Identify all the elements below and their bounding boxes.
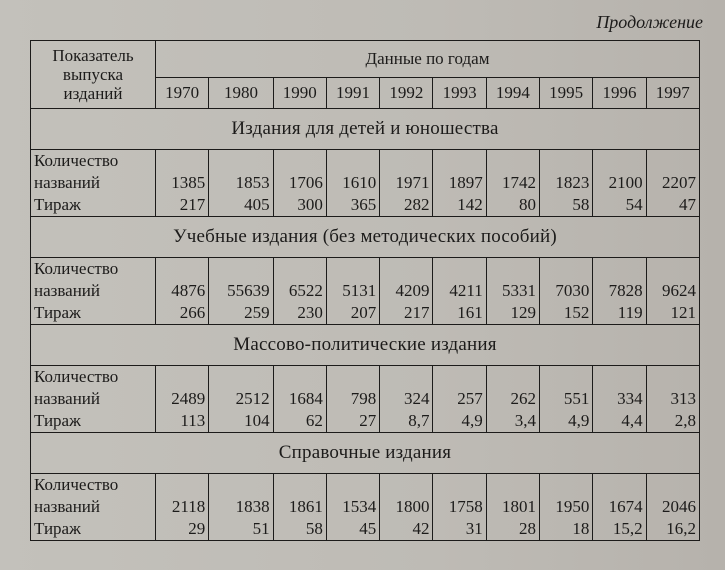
circulation-value: 29 — [188, 519, 206, 538]
circulation-value: 54 — [625, 195, 643, 214]
titles-count-value: 1706 — [288, 173, 323, 192]
titles-count-value: 4211 — [449, 281, 483, 300]
spacer — [212, 150, 269, 172]
titles-count-value: 1838 — [235, 497, 270, 516]
year-cell — [486, 150, 539, 217]
year-cell — [593, 150, 646, 217]
year-cell — [380, 150, 433, 217]
circulation-value: 300 — [297, 195, 323, 214]
titles-count-value: 1861 — [288, 497, 323, 516]
row-label-line: Количество — [34, 475, 119, 494]
data-by-years-header: Данные по годам — [156, 41, 700, 78]
section-title-row — [31, 217, 700, 258]
header-row — [31, 41, 700, 78]
circulation-value: 119 — [617, 303, 643, 322]
year-cell — [540, 474, 593, 541]
titles-count-value: 262 — [510, 389, 537, 408]
year-cell — [433, 258, 486, 325]
year-cell — [326, 150, 379, 217]
year-cell — [209, 366, 273, 433]
titles-count-value: 1800 — [395, 497, 430, 516]
circulation-value: 142 — [457, 195, 483, 214]
titles-count-value: 334 — [617, 389, 643, 408]
titles-count-value: 1823 — [555, 173, 590, 192]
titles-count-value: 2207 — [662, 173, 696, 192]
titles-count-value: 1897 — [448, 173, 483, 192]
year-cell — [646, 258, 699, 325]
circulation-value: 129 — [510, 303, 537, 322]
year-header: 1992 — [380, 78, 433, 109]
spacer — [650, 150, 696, 172]
circulation-value: 58 — [572, 195, 590, 214]
year-header: 1970 — [156, 78, 209, 109]
year-cell — [156, 258, 209, 325]
year-header: 1995 — [540, 78, 593, 109]
year-cell — [646, 366, 699, 433]
spacer — [543, 366, 589, 388]
circulation-value: 15,2 — [612, 519, 643, 538]
titles-count-value: 2100 — [608, 173, 643, 192]
spacer — [436, 150, 482, 172]
titles-count-value: 2489 — [171, 389, 206, 408]
spacer — [436, 366, 482, 388]
titles-count-value: 9624 — [662, 281, 696, 300]
titles-count-value: 2512 — [235, 389, 270, 408]
year-cell — [326, 366, 379, 433]
row-label — [31, 150, 156, 217]
spacer — [650, 474, 696, 496]
year-cell — [326, 474, 379, 541]
year-cell — [646, 150, 699, 217]
year-cell — [433, 150, 486, 217]
row-label-line: Тираж — [34, 303, 81, 322]
titles-count-value: 1950 — [555, 497, 590, 516]
spacer — [277, 150, 323, 172]
circulation-value: 230 — [297, 303, 323, 322]
titles-count-value: 2118 — [171, 497, 206, 516]
titles-count-value: 1610 — [342, 173, 377, 192]
year-cell — [593, 366, 646, 433]
titles-count-value: 798 — [350, 389, 377, 408]
spacer — [490, 366, 536, 388]
row-label-line: Количество — [34, 367, 119, 386]
year-header: 1996 — [593, 78, 646, 109]
row-label-line: Тираж — [34, 195, 81, 214]
titles-count-value: 1534 — [342, 497, 377, 516]
spacer — [543, 474, 589, 496]
circulation-value: 152 — [563, 303, 590, 322]
year-cell — [486, 474, 539, 541]
circulation-value: 217 — [403, 303, 430, 322]
circulation-value: 45 — [359, 519, 377, 538]
circulation-value: 217 — [179, 195, 206, 214]
year-cell — [486, 258, 539, 325]
spacer — [159, 258, 205, 280]
indicator-header — [31, 41, 156, 109]
circulation-value: 62 — [305, 411, 323, 430]
spacer — [212, 258, 269, 280]
year-cell — [273, 150, 326, 217]
circulation-value: 28 — [519, 519, 537, 538]
indicator-header-line: выпуска — [62, 65, 124, 84]
year-cell — [273, 366, 326, 433]
titles-count-value: 324 — [403, 389, 430, 408]
year-cell — [540, 258, 593, 325]
year-header: 1990 — [273, 78, 326, 109]
circulation-value: 121 — [670, 303, 696, 322]
section-title: Массово-политические издания — [31, 325, 700, 366]
year-cell — [380, 258, 433, 325]
circulation-value: 113 — [180, 411, 206, 430]
circulation-value: 51 — [252, 519, 270, 538]
spacer — [596, 258, 642, 280]
year-header: 1997 — [646, 78, 699, 109]
circulation-value: 58 — [305, 519, 323, 538]
spacer — [277, 474, 323, 496]
spacer — [436, 258, 482, 280]
titles-count-value: 2046 — [662, 497, 696, 516]
titles-count-value: 257 — [457, 389, 483, 408]
year-cell — [156, 366, 209, 433]
year-cell — [646, 474, 699, 541]
circulation-value: 3,4 — [514, 411, 537, 430]
year-header: 1994 — [486, 78, 539, 109]
row-label-line: Количество — [34, 151, 119, 170]
row-label-line: Тираж — [34, 411, 81, 430]
titles-count-value: 1742 — [502, 173, 537, 192]
titles-count-value: 1853 — [235, 173, 270, 192]
spacer — [330, 366, 376, 388]
titles-count-value: 1801 — [502, 497, 537, 516]
circulation-value: 31 — [465, 519, 483, 538]
year-cell — [380, 474, 433, 541]
titles-count-value: 1674 — [608, 497, 643, 516]
spacer — [596, 150, 642, 172]
titles-count-value: 7030 — [555, 281, 590, 300]
circulation-value: 80 — [519, 195, 537, 214]
row-label — [31, 366, 156, 433]
year-cell — [593, 258, 646, 325]
year-cell — [326, 258, 379, 325]
circulation-value: 266 — [179, 303, 206, 322]
year-cell — [273, 474, 326, 541]
row-label-line: названий — [34, 389, 100, 408]
titles-count-value: 7828 — [608, 281, 643, 300]
circulation-value: 16,2 — [666, 519, 696, 538]
year-cell — [209, 258, 273, 325]
circulation-value: 4,9 — [568, 411, 590, 430]
circulation-value: 4,4 — [621, 411, 643, 430]
spacer — [490, 474, 536, 496]
table-row — [31, 258, 700, 325]
titles-count-value: 6522 — [288, 281, 323, 300]
year-cell — [540, 366, 593, 433]
year-cell — [273, 258, 326, 325]
spacer — [596, 366, 642, 388]
section-title-row — [31, 325, 700, 366]
section-title: Учебные издания (без методических пособий) — [31, 217, 700, 258]
titles-count-value: 4876 — [171, 281, 206, 300]
spacer — [490, 150, 536, 172]
year-cell — [156, 150, 209, 217]
row-label-line: названий — [34, 497, 100, 516]
indicator-header-line: изданий — [63, 84, 123, 103]
section-title: Справочные издания — [31, 433, 700, 474]
spacer — [383, 150, 429, 172]
circulation-value: 2,8 — [674, 411, 696, 430]
indicator-header-line: Показатель — [52, 46, 134, 65]
spacer — [543, 258, 589, 280]
row-label — [31, 258, 156, 325]
spacer — [543, 150, 589, 172]
titles-count-value: 313 — [670, 389, 696, 408]
table-row — [31, 150, 700, 217]
circulation-value: 18 — [572, 519, 590, 538]
spacer — [212, 366, 269, 388]
year-header: 1993 — [433, 78, 486, 109]
titles-count-value: 1684 — [288, 389, 323, 408]
circulation-value: 104 — [244, 411, 270, 430]
spacer — [330, 150, 376, 172]
titles-count-value: 55639 — [227, 281, 270, 300]
circulation-value: 42 — [412, 519, 430, 538]
section-title: Издания для детей и юношества — [31, 109, 700, 150]
spacer — [159, 150, 205, 172]
spacer — [650, 366, 696, 388]
year-header: 1980 — [209, 78, 273, 109]
titles-count-value: 551 — [563, 389, 590, 408]
row-label-line: названий — [34, 281, 100, 300]
spacer — [212, 474, 269, 496]
spacer — [490, 258, 536, 280]
table-row — [31, 366, 700, 433]
year-cell — [380, 366, 433, 433]
spacer — [596, 474, 642, 496]
spacer — [383, 258, 429, 280]
titles-count-value: 5331 — [502, 281, 537, 300]
year-cell — [209, 474, 273, 541]
circulation-value: 405 — [244, 195, 270, 214]
circulation-value: 27 — [359, 411, 377, 430]
section-title-row — [31, 433, 700, 474]
spacer — [650, 258, 696, 280]
titles-count-value: 1758 — [448, 497, 483, 516]
spacer — [330, 474, 376, 496]
row-label-line: Количество — [34, 259, 119, 278]
spacer — [159, 366, 205, 388]
year-cell — [593, 474, 646, 541]
titles-count-value: 5131 — [342, 281, 377, 300]
spacer — [330, 258, 376, 280]
year-cell — [156, 474, 209, 541]
circulation-value: 4,9 — [461, 411, 483, 430]
titles-count-value: 1385 — [171, 173, 206, 192]
continuation-label: Продолжение — [596, 12, 703, 32]
year-cell — [486, 366, 539, 433]
titles-count-value: 1971 — [395, 173, 430, 192]
row-label — [31, 474, 156, 541]
spacer — [383, 366, 429, 388]
circulation-value: 207 — [350, 303, 377, 322]
row-label-line: названий — [34, 173, 100, 192]
spacer — [277, 258, 323, 280]
circulation-value: 47 — [679, 195, 696, 214]
circulation-value: 282 — [403, 195, 430, 214]
year-header: 1991 — [326, 78, 379, 109]
circulation-value: 365 — [350, 195, 377, 214]
table-row — [31, 474, 700, 541]
spacer — [383, 474, 429, 496]
spacer — [436, 474, 482, 496]
spacer — [159, 474, 205, 496]
year-cell — [433, 474, 486, 541]
year-cell — [209, 150, 273, 217]
circulation-value: 161 — [457, 303, 483, 322]
year-cell — [433, 366, 486, 433]
circulation-value: 8,7 — [408, 411, 430, 430]
year-cell — [540, 150, 593, 217]
table-body — [31, 109, 700, 541]
section-title-row — [31, 109, 700, 150]
row-label-line: Тираж — [34, 519, 81, 538]
circulation-value: 259 — [244, 303, 270, 322]
spacer — [277, 366, 323, 388]
publications-table — [30, 40, 700, 541]
titles-count-value: 4209 — [395, 281, 430, 300]
